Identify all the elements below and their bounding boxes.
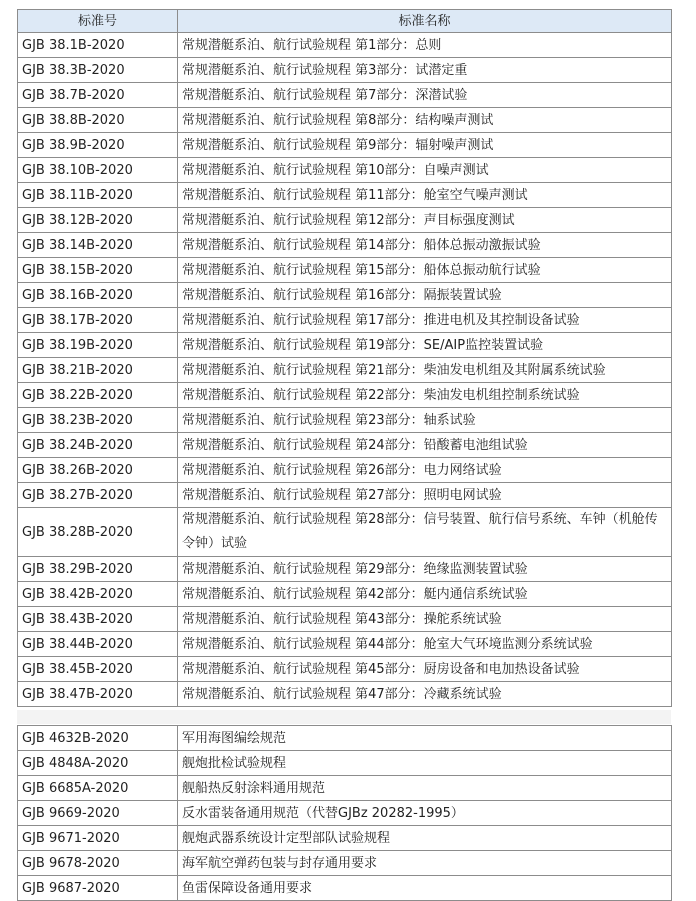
table-row (18, 582, 672, 607)
table-row (18, 751, 672, 776)
standard-name-cell: 常规潜艇系泊、航行试验规程 第7部分：深潜试验 (178, 83, 672, 108)
standard-code-cell: GJB 4632B-2020 (18, 726, 178, 751)
standard-code-cell: GJB 38.19B-2020 (18, 333, 178, 358)
standard-name-cell: 常规潜艇系泊、航行试验规程 第10部分：自噪声测试 (178, 158, 672, 183)
table-row (18, 726, 672, 751)
table-row (18, 308, 672, 333)
standard-code-cell: GJB 38.3B-2020 (18, 58, 178, 83)
table-row (18, 208, 672, 233)
table-row (18, 108, 672, 133)
standard-code-cell: GJB 6685A-2020 (18, 776, 178, 801)
standard-code-cell: GJB 38.12B-2020 (18, 208, 178, 233)
standard-name-cell: 舰炮武器系统设计定型部队试验规程 (178, 826, 672, 851)
standard-name-cell: 常规潜艇系泊、航行试验规程 第22部分：柴油发电机组控制系统试验 (178, 383, 672, 408)
standard-name-cell: 常规潜艇系泊、航行试验规程 第21部分：柴油发电机组及其附属系统试验 (178, 358, 672, 383)
standard-code-cell: GJB 38.28B-2020 (18, 508, 178, 557)
standard-name-cell: 常规潜艇系泊、航行试验规程 第14部分：船体总振动激振试验 (178, 233, 672, 258)
table-row (18, 876, 672, 901)
table-body-group1 (18, 33, 672, 707)
table-row (18, 358, 672, 383)
standard-name-cell: 常规潜艇系泊、航行试验规程 第44部分：舱室大气环境监测分系统试验 (178, 632, 672, 657)
standard-code-cell: GJB 38.11B-2020 (18, 183, 178, 208)
table-row (18, 458, 672, 483)
header-name: 标准名称 (178, 10, 672, 33)
standard-code-cell: GJB 38.29B-2020 (18, 557, 178, 582)
table-divider (17, 710, 671, 724)
table-body-group2 (18, 726, 672, 901)
standard-name-cell: 常规潜艇系泊、航行试验规程 第23部分：轴系试验 (178, 408, 672, 433)
standard-name-cell: 海军航空弹药包装与封存通用要求 (178, 851, 672, 876)
table-row (18, 33, 672, 58)
standard-code-cell: GJB 38.47B-2020 (18, 682, 178, 707)
standard-name-cell: 常规潜艇系泊、航行试验规程 第26部分：电力网络试验 (178, 458, 672, 483)
table-row (18, 508, 672, 557)
table-row (18, 383, 672, 408)
table-row (18, 58, 672, 83)
standard-code-cell: GJB 38.26B-2020 (18, 458, 178, 483)
table-header-row (18, 10, 672, 33)
standard-code-cell: GJB 38.43B-2020 (18, 607, 178, 632)
standard-code-cell: GJB 4848A-2020 (18, 751, 178, 776)
table-row (18, 133, 672, 158)
standard-name-cell: 舰炮批检试验规程 (178, 751, 672, 776)
table-row (18, 851, 672, 876)
table-row (18, 433, 672, 458)
table-row (18, 183, 672, 208)
standard-name-cell: 常规潜艇系泊、航行试验规程 第17部分：推进电机及其控制设备试验 (178, 308, 672, 333)
standard-code-cell: GJB 38.7B-2020 (18, 83, 178, 108)
standard-code-cell: GJB 38.17B-2020 (18, 308, 178, 333)
table-row (18, 682, 672, 707)
table-row (18, 801, 672, 826)
table-row (18, 483, 672, 508)
standard-code-cell: GJB 9687-2020 (18, 876, 178, 901)
table-row (18, 632, 672, 657)
standard-name-cell: 常规潜艇系泊、航行试验规程 第45部分：厨房设备和电加热设备试验 (178, 657, 672, 682)
table-row (18, 283, 672, 308)
standard-code-cell: GJB 38.42B-2020 (18, 582, 178, 607)
standard-code-cell: GJB 38.44B-2020 (18, 632, 178, 657)
standard-name-cell: 常规潜艇系泊、航行试验规程 第24部分：铅酸蓄电池组试验 (178, 433, 672, 458)
table-row (18, 557, 672, 582)
table-row (18, 233, 672, 258)
standard-code-cell: GJB 38.21B-2020 (18, 358, 178, 383)
standards-table-misc (17, 725, 672, 901)
standard-name-cell: 常规潜艇系泊、航行试验规程 第12部分：声目标强度测试 (178, 208, 672, 233)
standard-code-cell: GJB 38.15B-2020 (18, 258, 178, 283)
standard-code-cell: GJB 9671-2020 (18, 826, 178, 851)
standard-code-cell: GJB 38.22B-2020 (18, 383, 178, 408)
table-row (18, 776, 672, 801)
standard-code-cell: GJB 38.10B-2020 (18, 158, 178, 183)
table-row (18, 333, 672, 358)
standard-code-cell: GJB 38.8B-2020 (18, 108, 178, 133)
table-row (18, 657, 672, 682)
standard-name-cell: 常规潜艇系泊、航行试验规程 第3部分：试潜定重 (178, 58, 672, 83)
standard-name-cell: 常规潜艇系泊、航行试验规程 第9部分：辐射噪声测试 (178, 133, 672, 158)
table-row (18, 83, 672, 108)
standard-name-cell: 常规潜艇系泊、航行试验规程 第15部分：船体总振动航行试验 (178, 258, 672, 283)
table-row (18, 258, 672, 283)
standard-code-cell: GJB 9678-2020 (18, 851, 178, 876)
standard-name-cell: 常规潜艇系泊、航行试验规程 第1部分：总则 (178, 33, 672, 58)
standard-name-cell: 常规潜艇系泊、航行试验规程 第11部分：舱室空气噪声测试 (178, 183, 672, 208)
standard-name-cell: 常规潜艇系泊、航行试验规程 第43部分：操舵系统试验 (178, 607, 672, 632)
standard-name-cell: 常规潜艇系泊、航行试验规程 第16部分：隔振装置试验 (178, 283, 672, 308)
table-row (18, 826, 672, 851)
standard-name-cell: 鱼雷保障设备通用要求 (178, 876, 672, 901)
standard-code-cell: GJB 38.23B-2020 (18, 408, 178, 433)
standard-name-cell: 舰船热反射涂料通用规范 (178, 776, 672, 801)
table-row (18, 607, 672, 632)
standard-code-cell: GJB 38.16B-2020 (18, 283, 178, 308)
standard-code-cell: GJB 38.14B-2020 (18, 233, 178, 258)
header-code: 标准号 (18, 10, 178, 33)
table-row (18, 408, 672, 433)
standard-code-cell: GJB 38.27B-2020 (18, 483, 178, 508)
standard-name-cell: 常规潜艇系泊、航行试验规程 第42部分：艇内通信系统试验 (178, 582, 672, 607)
standard-code-cell: GJB 38.9B-2020 (18, 133, 178, 158)
standard-code-cell: GJB 38.24B-2020 (18, 433, 178, 458)
standard-name-cell: 常规潜艇系泊、航行试验规程 第29部分：绝缘监测装置试验 (178, 557, 672, 582)
standard-name-cell: 常规潜艇系泊、航行试验规程 第8部分：结构噪声测试 (178, 108, 672, 133)
standard-name-cell: 常规潜艇系泊、航行试验规程 第28部分：信号装置、航行信号系统、车钟（机舱传令钟）试验 (178, 508, 672, 557)
standard-name-cell: 常规潜艇系泊、航行试验规程 第19部分：SE/AIP监控装置试验 (178, 333, 672, 358)
standard-code-cell: GJB 9669-2020 (18, 801, 178, 826)
standard-name-cell: 常规潜艇系泊、航行试验规程 第47部分：冷藏系统试验 (178, 682, 672, 707)
standard-code-cell: GJB 38.45B-2020 (18, 657, 178, 682)
standard-code-cell: GJB 38.1B-2020 (18, 33, 178, 58)
standard-name-cell: 常规潜艇系泊、航行试验规程 第27部分：照明电网试验 (178, 483, 672, 508)
standards-table-submarine (17, 9, 672, 707)
table-row (18, 158, 672, 183)
standard-name-cell: 军用海图编绘规范 (178, 726, 672, 751)
standard-name-cell: 反水雷装备通用规范（代替GJBz 20282-1995） (178, 801, 672, 826)
